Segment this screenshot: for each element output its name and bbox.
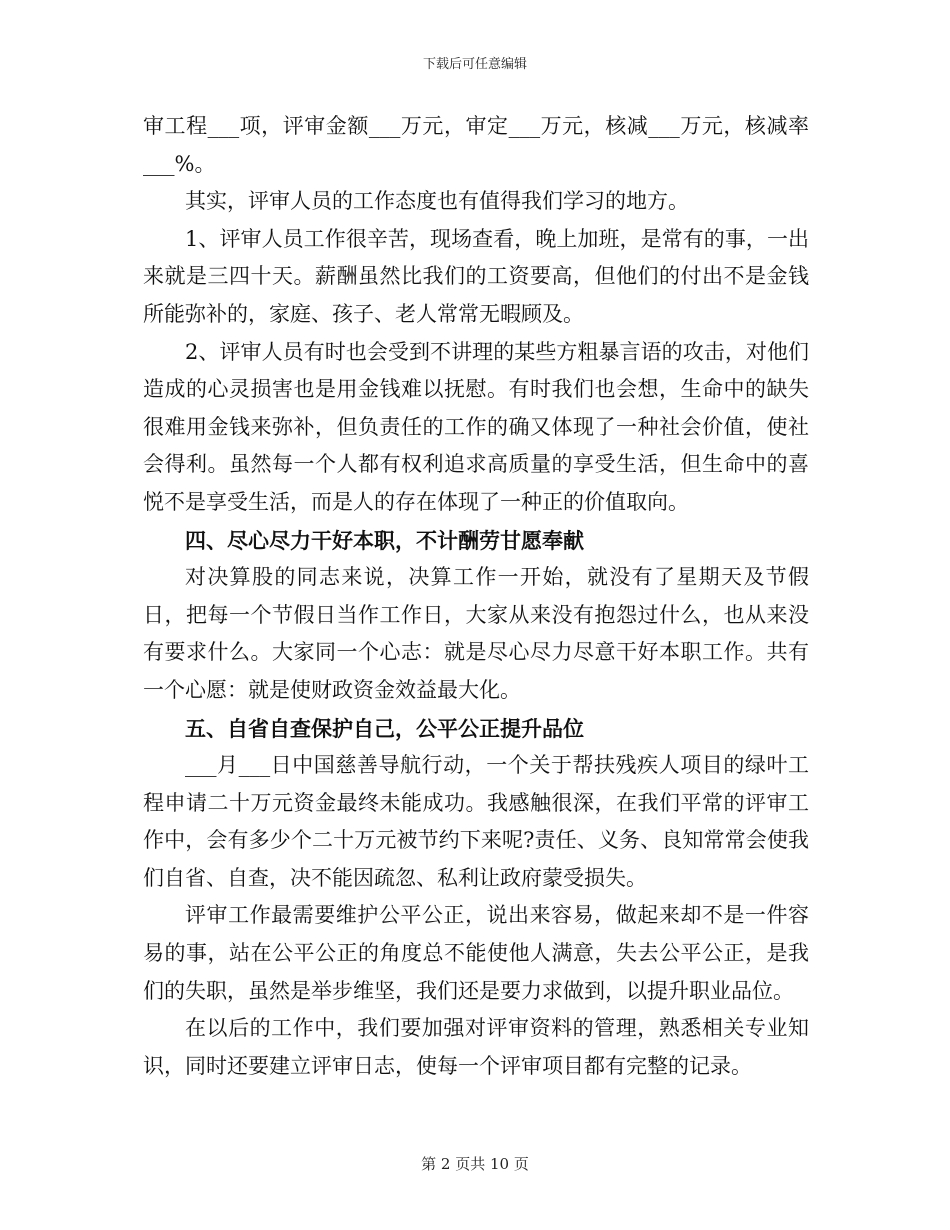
- paragraph-section-5-c: 在以后的工作中，我们要加强对评审资料的管理，熟悉相关专业知识，同时还要建立评审日志，使每一个评审项目都有完整的记录。: [143, 1016, 809, 1078]
- paragraph-section-5-b: 评审工作最需要维护公平公正，说出来容易，做起来却不是一件容易的事，站在公平公正的角度总不能使他人满意，失去公平公正，是我们的失职，虽然是举步维坚，我们还是要力求做到，以提升职业品位。: [143, 903, 809, 1003]
- section-heading-4: 四、尽心尽力干好本职，不计酬劳甘愿奉献: [185, 527, 584, 553]
- paragraph-point-1: 1、评审人员工作很辛苦，现场查看，晚上加班，是常有的事，一出来就是三四十天。薪酬虽然比我们的工资要高，但他们的付出不是金钱所能弥补的，家庭、孩子、老人常常无暇顾及。: [143, 226, 809, 326]
- section-heading-5: 五、自省自查保护自己，公平公正提升品位: [185, 715, 584, 741]
- paragraph-section-4: 对决算股的同志来说，决算工作一开始，就没有了星期天及节假日，把每一个节假日当作工作日，大家从来没有抱怨过什么，也从来没有要求什么。大家同一个心志：就是尽心尽力尽意干好本职工作。共有一个心愿：就是使财政资金效益最大化。: [143, 565, 809, 702]
- page-header: 下载后可任意编辑: [422, 57, 527, 72]
- paragraph-section-5-a: ___月___日中国慈善导航行动，一个关于帮扶残疾人项目的绿叶工程申请二十万元资金最终未能成功。我感触很深，在我们平常的评审工作中，会有多少个二十万元被节约下来呢?责任、义务、良知常常会使我们自省、自查，决不能因疏忽、私利让政府蒙受损失。: [143, 753, 809, 890]
- paragraph-intro: 其实，评审人员的工作态度也有值得我们学习的地方。: [185, 189, 689, 214]
- page-content: [143, 108, 809, 1085]
- page-footer: 第 2 页共 10 页: [421, 1155, 529, 1173]
- paragraph-point-2: 2、评审人员有时也会受到不讲理的某些方粗暴言语的攻击，对他们造成的心灵损害也是用金钱难以抚慰。有时我们也会想，生命中的缺失很难用金钱来弥补，但负责任的工作的确又体现了一种社会价值，使社会得利。虽然每一个人都有权利追求高质量的享受生活，但生命中的喜悦不是享受生活，而是人的存在体现了一种正的价值取向。: [143, 339, 809, 514]
- paragraph-continuation: 审工程___项，评审金额___万元，审定___万元，核减___万元，核减率___%。: [143, 114, 809, 176]
